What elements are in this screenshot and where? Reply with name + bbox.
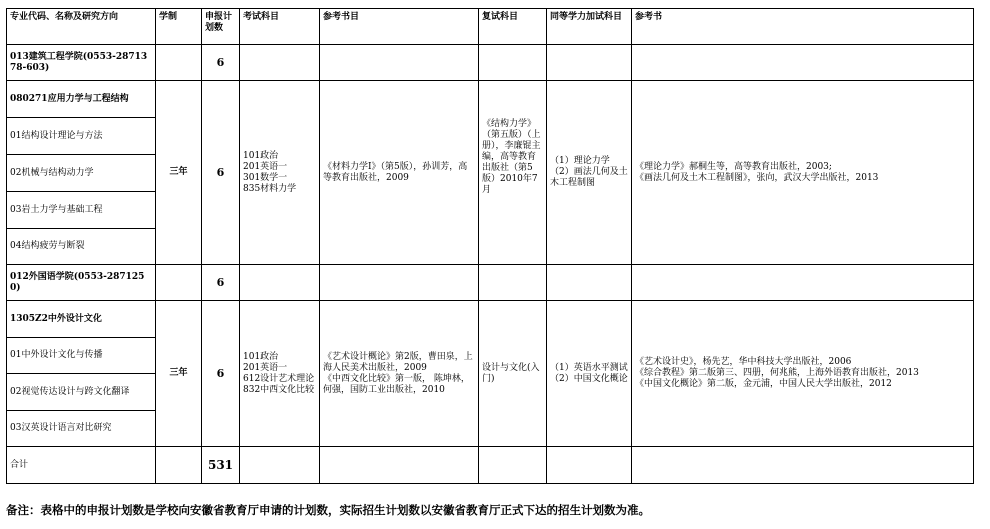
- direction-item: 04结构疲劳与断裂: [7, 229, 156, 265]
- college-quota: 6: [202, 265, 240, 301]
- header-ref: 参考书目: [320, 9, 479, 45]
- header-extra-ref: 参考书: [632, 9, 974, 45]
- major-row: [7, 81, 974, 118]
- major-name: 080271应用力学与工程结构: [7, 81, 156, 118]
- header-major: 专业代码、名称及研究方向: [7, 9, 156, 45]
- header-row: [7, 9, 974, 45]
- direction-item: 01结构设计理论与方法: [7, 118, 156, 155]
- admission-plan-table: [6, 8, 974, 484]
- total-value: 531: [202, 447, 240, 484]
- exam-cell: 101政治 201英语一 612设计艺术理论 832中西文化比较: [240, 301, 320, 447]
- footnote: 备注：表格中的申报计划数是学校向安徽省教育厅申请的计划数，实际招生计划数以安徽省教育厅正式下达的招生计划数为准。: [6, 503, 650, 517]
- direction-item: 02视觉传达设计与跨文化翻译: [7, 374, 156, 411]
- quota-cell: 6: [202, 301, 240, 447]
- extra-ref-cell: 《理论力学》郝桐生等，高等教育出版社，2003; 《画法几何及土木工程制图》，张向，武汉大学出版社，2013: [632, 81, 974, 265]
- header-extra: 同等学力加试科目: [547, 9, 632, 45]
- header-duration: 学制: [156, 9, 202, 45]
- total-label: 合计: [7, 447, 156, 484]
- college-name: 012外国语学院(0553-2871250): [7, 265, 156, 301]
- retest-cell: 设计与文化(入门): [479, 301, 547, 447]
- total-row: [7, 447, 974, 484]
- duration-cell: 三年: [156, 81, 202, 265]
- retest-cell: 《结构力学》（第五版）（上册），李廉锟主编，高等教育出版社（第5版）2010年7月: [479, 81, 547, 265]
- extra-ref-cell: 《艺术设计史》，杨先艺，华中科技大学出版社，2006 《综合教程》第二版第三、四册，何兆熊，上海外语教育出版社，2013 《中国文化概论》第二版，金元浦，中国人民大学出版社，2012: [632, 301, 974, 447]
- extra-cell: （1）理论力学 （2）画法几何及土木工程制图: [547, 81, 632, 265]
- direction-item: 03岩土力学与基础工程: [7, 192, 156, 229]
- major-row: [7, 301, 974, 338]
- header-quota: 申报计划数: [202, 9, 240, 45]
- header-exam: 考试科目: [240, 9, 320, 45]
- header-retest: 复试科目: [479, 9, 547, 45]
- college-quota: 6: [202, 45, 240, 81]
- college-row: [7, 45, 974, 81]
- exam-cell: 101政治 201英语一 301数学一 835材料力学: [240, 81, 320, 265]
- quota-cell: 6: [202, 81, 240, 265]
- college-name: 013建筑工程学院(0553-2871378-603): [7, 45, 156, 81]
- direction-item: 01中外设计文化与传播: [7, 338, 156, 374]
- extra-cell: （1）英语水平测试 （2）中国文化概论: [547, 301, 632, 447]
- ref-cell: 《材料力学I》（第5版），孙训芳，高等教育出版社，2009: [320, 81, 479, 265]
- duration-cell: 三年: [156, 301, 202, 447]
- major-name: 1305Z2中外设计文化: [7, 301, 156, 338]
- admission-table-wrapper: [6, 8, 974, 484]
- direction-item: 03汉英设计语言对比研究: [7, 411, 156, 447]
- college-row: [7, 265, 974, 301]
- direction-item: 02机械与结构动力学: [7, 155, 156, 192]
- ref-cell: 《艺术设计概论》第2版，曹田泉，上海人民美术出版社，2009 《中西文化比较》第一版， 陈坤林，何强，国防工业出版社，2010: [320, 301, 479, 447]
